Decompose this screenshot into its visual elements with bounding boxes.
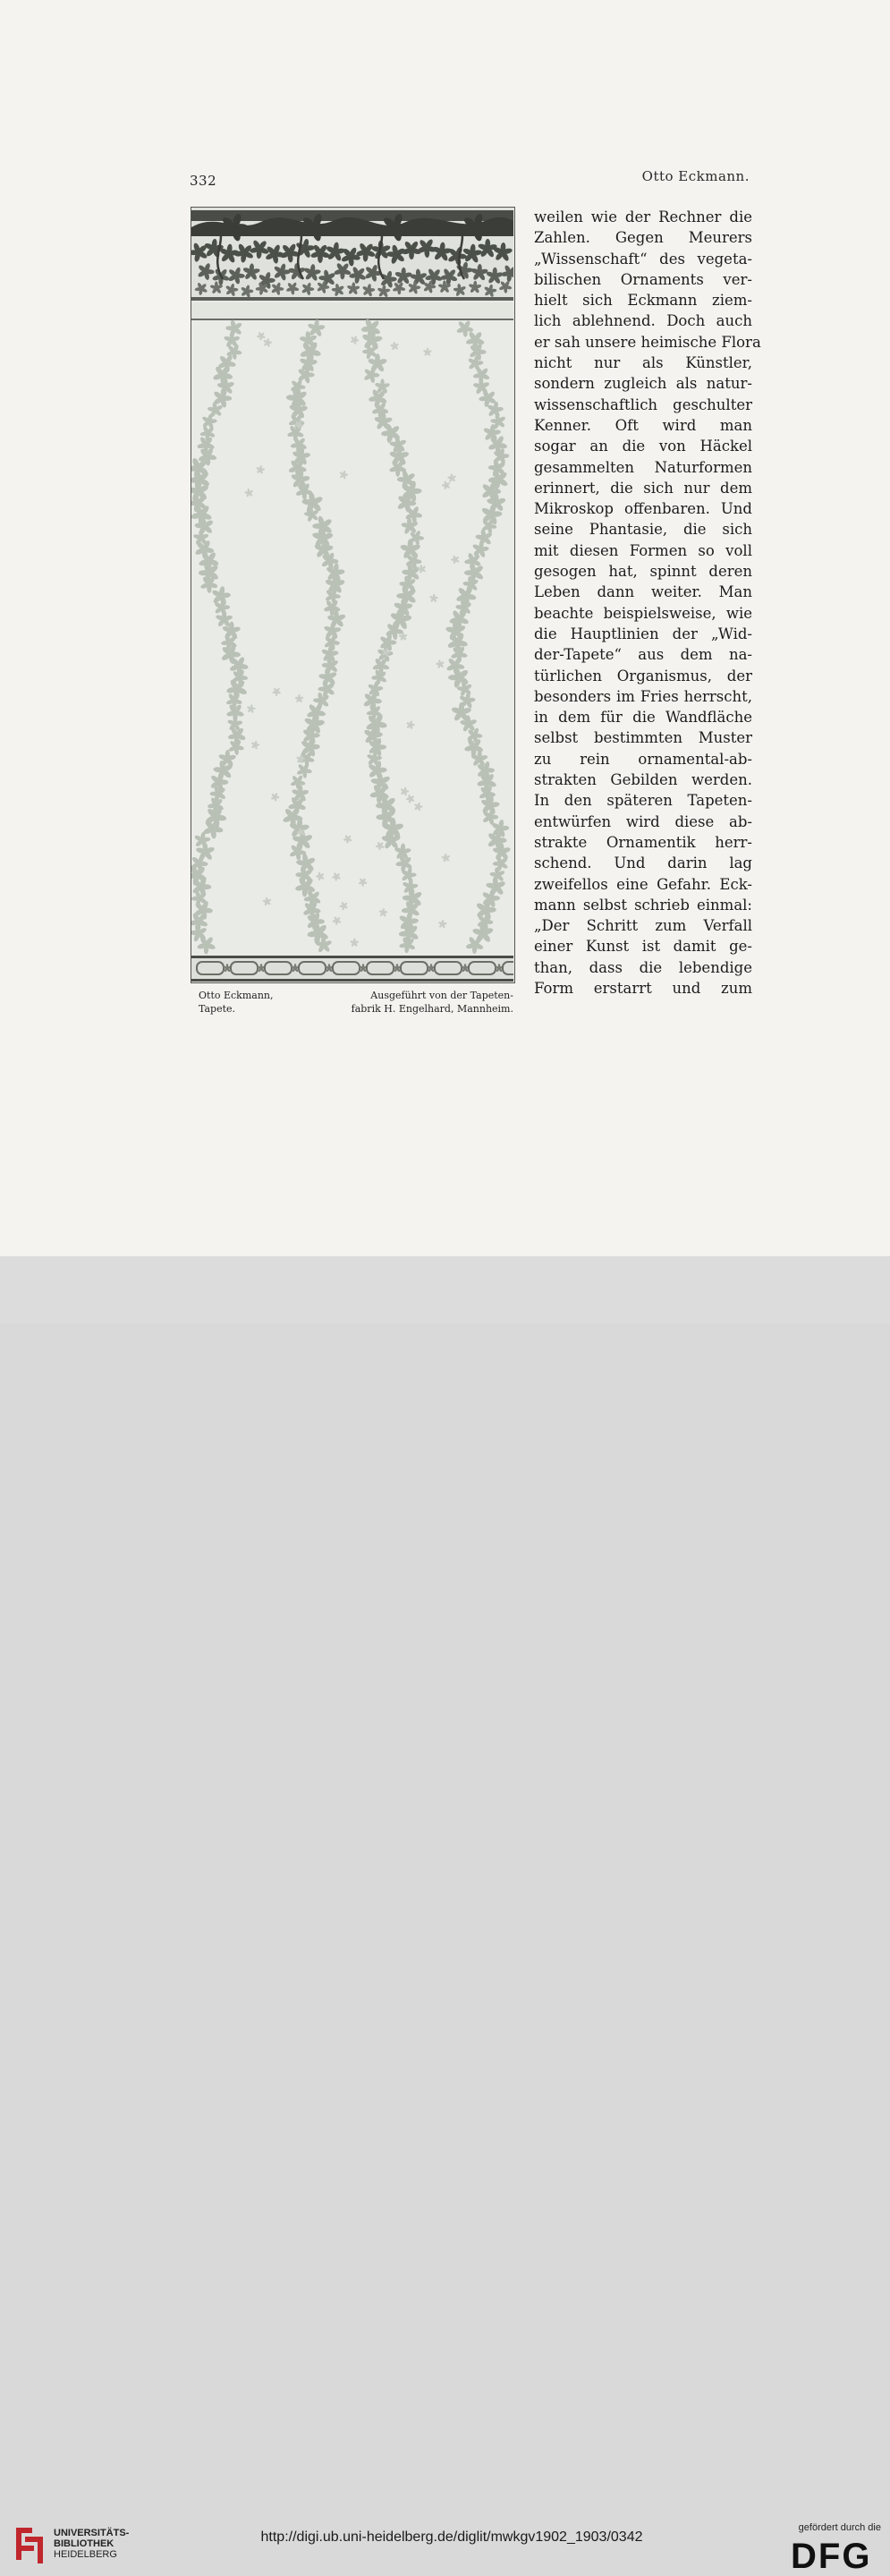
text-line: gesammelten Naturformen <box>534 458 752 476</box>
text-line: sogar an die von Häckel <box>534 438 752 455</box>
text-line: selbst bestimmten Muster <box>534 729 752 747</box>
body-text-column <box>534 207 761 999</box>
text-line: sondern zugleich als natur- <box>534 375 752 393</box>
wallpaper-pattern-graphic <box>191 208 513 982</box>
running-head: Otto Eckmann. <box>641 168 750 184</box>
dfg-logo: DFG <box>791 2537 872 2576</box>
figure-caption-artist <box>199 989 274 1016</box>
text-line: „Wissenschaft“ des vegeta- <box>534 250 752 268</box>
page-number: 332 <box>190 173 217 189</box>
library-name-line: HEIDELBERG <box>54 2549 117 2560</box>
text-line: beachte beispielsweise, wie <box>534 604 752 622</box>
funding-label: gefördert durch die <box>798 2522 881 2533</box>
text-line: strakte Ornamentik herr- <box>534 833 752 851</box>
caption-line: fabrik H. Engelhard, Mannheim. <box>351 1003 513 1015</box>
text-line: zweifellos eine Gefahr. Eck- <box>534 875 752 893</box>
university-library-logo-icon <box>13 2524 48 2565</box>
text-line: than, dass die lebendige <box>534 958 752 976</box>
footer-bar <box>0 1256 890 2576</box>
text-line: hielt sich Eckmann ziem- <box>534 292 752 310</box>
top-frieze <box>191 208 513 320</box>
bottom-border <box>191 956 513 982</box>
text-line: weilen wie der Rechner die <box>534 208 752 225</box>
text-line: zu rein ornamental-ab- <box>534 750 752 768</box>
text-line: entwürfen wird diese ab- <box>534 812 752 830</box>
text-line: nicht nur als Künstler, <box>534 354 752 372</box>
text-line: die Hauptlinien der „Wid- <box>534 625 752 642</box>
text-line: schend. Und darin lag <box>534 854 752 872</box>
text-line: „Der Schritt zum Verfall <box>534 917 752 935</box>
text-line: er sah unsere heimische Flora <box>534 333 761 351</box>
text-line: mit diesen Formen so voll <box>534 541 752 559</box>
caption-line: Otto Eckmann, <box>199 990 274 1001</box>
text-line: Zahlen. Gegen Meurers <box>534 229 752 247</box>
text-line: bilischen Ornaments ver- <box>534 270 752 288</box>
caption-line: Tapete. <box>199 1003 236 1015</box>
text-line: seine Phantasie, die sich <box>534 521 752 539</box>
text-line: Form erstarrt und zum <box>534 979 752 997</box>
text-line: einer Kunst ist damit ge- <box>534 938 752 956</box>
text-line: gesogen hat, spinnt deren <box>534 563 752 581</box>
library-name-line: BIBLIOTHEK <box>54 2538 114 2549</box>
library-name <box>54 2528 129 2560</box>
caption-line: Ausgeführt von der Tapeten- <box>370 990 513 1001</box>
wallpaper-illustration <box>191 207 515 983</box>
text-line: Leben dann weiter. Man <box>534 583 752 601</box>
text-line: wissenschaftlich geschulter <box>534 395 752 413</box>
text-line: erinnert, die sich nur dem <box>534 479 752 497</box>
text-line: Mikroskop offenbaren. Und <box>534 500 752 518</box>
text-line: lich ablehnend. Doch auch <box>534 312 752 330</box>
text-line: In den späteren Tapeten- <box>534 792 752 810</box>
text-line: strakten Gebilden werden. <box>534 771 752 789</box>
text-line: der-Tapete“ aus dem na- <box>534 646 752 664</box>
text-line: in dem für die Wandfläche <box>534 709 752 727</box>
text-line: türlichen Organismus, der <box>534 667 752 684</box>
scanned-page <box>0 0 890 1256</box>
text-line: Kenner. Oft wird man <box>534 416 752 434</box>
text-line: mann selbst schrieb einmal: <box>534 896 752 914</box>
permalink-url[interactable]: http://digi.ub.uni-heidelberg.de/diglit/mwkgv1902_1903/0342 <box>260 2529 643 2545</box>
library-name-line: UNIVERSITÄTS- <box>54 2528 130 2538</box>
figure-caption-manufacturer <box>322 989 513 1016</box>
text-line: besonders im Fries herrscht, <box>534 687 752 705</box>
